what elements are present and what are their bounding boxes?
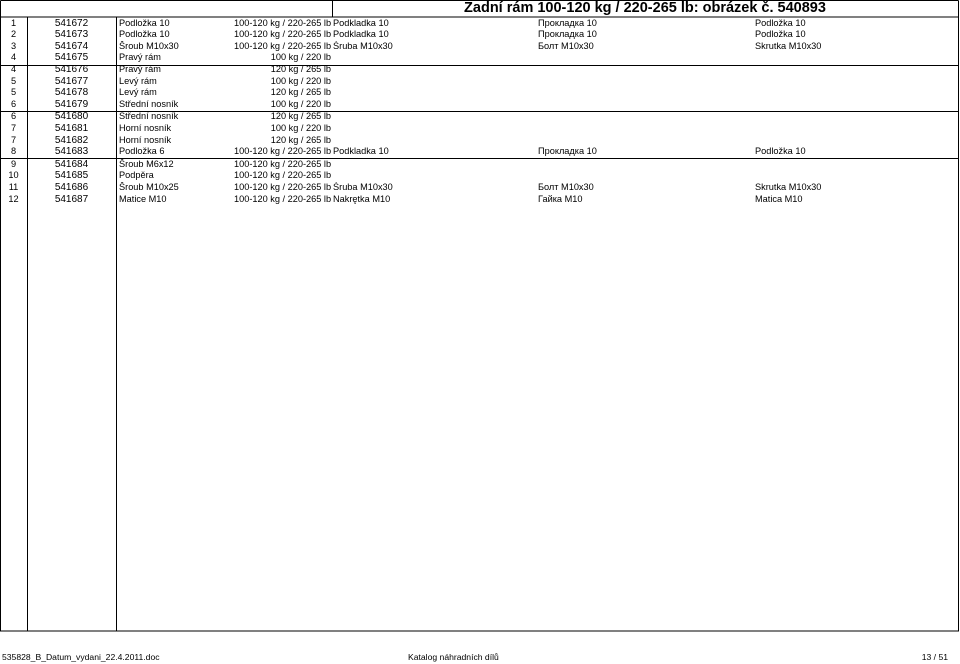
row-weight-range: 100-120 kg / 220-265 lb [234, 40, 331, 51]
row-name-cz: Pravý rám [119, 63, 161, 74]
row-name-cz: Podpěra [119, 170, 154, 181]
row-name-sk: Skrutka M10x30 [755, 181, 822, 192]
row-name-cz: Šroub M10x30 [119, 40, 179, 51]
row-weight-range: 120 kg / 265 lb [270, 134, 331, 145]
row-part-code: 541680 [54, 111, 89, 123]
row-weight-range: 100-120 kg / 220-265 lb [234, 170, 331, 181]
row-name-ru: Гайка M10 [538, 193, 583, 204]
footer-catalog-title: Katalog náhradních dílů [408, 652, 499, 662]
row-name-cz: Horní nosník [119, 134, 172, 145]
row-weight-range: 100 kg / 220 lb [270, 98, 331, 109]
row-name-cz: Podložka 10 [119, 17, 170, 28]
footer-filename: 535828_B_Datum_vydani_22.4.2011.doc [2, 652, 160, 662]
row-position: 12 [8, 193, 19, 204]
row-part-code: 541686 [54, 181, 89, 193]
row-name-cz: Horní nosník [119, 122, 172, 133]
row-name-ru: Прокладка 10 [538, 17, 597, 28]
row-part-code: 541687 [54, 193, 89, 205]
row-name-sk: Skrutka M10x30 [755, 40, 822, 51]
row-weight-range: 100-120 kg / 220-265 lb [234, 17, 331, 28]
row-position: 5 [10, 75, 17, 86]
row-name-ru: Болт M10x30 [538, 40, 594, 51]
row-part-code: 541674 [54, 40, 89, 52]
row-weight-range: 120 kg / 265 lb [270, 111, 331, 122]
row-position: 7 [10, 122, 17, 133]
row-name-cz: Levý rám [119, 87, 157, 98]
row-position: 6 [10, 111, 17, 122]
row-position: 6 [10, 98, 17, 109]
row-name-cz: Podložka 6 [119, 146, 165, 157]
row-name-cz: Matice M10 [119, 193, 167, 204]
row-weight-range: 100-120 kg / 220-265 lb [234, 193, 331, 204]
row-name-cz: Střední nosník [119, 111, 179, 122]
row-part-code: 541679 [54, 98, 89, 110]
row-part-code: 541675 [54, 52, 89, 64]
row-position: 2 [10, 29, 17, 40]
row-name-cz: Šroub M6x12 [119, 158, 174, 169]
row-name-pl: Podkladka 10 [333, 29, 389, 40]
row-part-code: 541673 [54, 29, 89, 41]
row-position: 4 [10, 63, 17, 74]
row-part-code: 541685 [54, 170, 89, 182]
row-name-pl: Podkladka 10 [333, 146, 389, 157]
row-weight-range: 100-120 kg / 220-265 lb [234, 146, 331, 157]
row-weight-range: 120 kg / 265 lb [270, 87, 331, 98]
row-name-pl: Nakrętka M10 [333, 193, 391, 204]
row-part-code: 541672 [54, 17, 89, 29]
row-weight-range: 100 kg / 220 lb [270, 75, 331, 86]
row-weight-range: 100-120 kg / 220-265 lb [234, 158, 331, 169]
row-part-code: 541678 [54, 87, 89, 99]
row-weight-range: 100-120 kg / 220-265 lb [234, 181, 331, 192]
row-position: 5 [10, 87, 17, 98]
row-name-cz: Levý rám [119, 75, 157, 86]
row-position: 9 [10, 158, 17, 169]
row-name-sk: Matica M10 [755, 193, 803, 204]
row-position: 4 [10, 52, 17, 63]
page-title: Zadní rám 100-120 kg / 220-265 lb: obrázek č. 540893 [464, 0, 826, 16]
row-name-cz: Střední nosník [119, 98, 179, 109]
row-part-code: 541677 [54, 75, 89, 87]
row-weight-range: 100-120 kg / 220-265 lb [234, 29, 331, 40]
row-name-ru: Прокладка 10 [538, 29, 597, 40]
row-weight-range: 120 kg / 265 lb [270, 63, 331, 74]
row-name-ru: Болт M10x30 [538, 181, 594, 192]
row-position: 10 [8, 170, 19, 181]
row-name-sk: Podložka 10 [755, 146, 806, 157]
row-name-ru: Прокладка 10 [538, 146, 597, 157]
row-weight-range: 100 kg / 220 lb [270, 122, 331, 133]
row-position: 8 [10, 146, 17, 157]
footer-page-number: 13 / 51 [921, 652, 948, 662]
row-weight-range: 100 kg / 220 lb [270, 52, 331, 63]
row-position: 7 [10, 134, 17, 145]
row-name-pl: Podkladka 10 [333, 17, 389, 28]
row-name-sk: Podložka 10 [755, 29, 806, 40]
row-name-pl: Śruba M10x30 [333, 40, 393, 51]
row-part-code: 541681 [54, 122, 89, 134]
row-part-code: 541676 [54, 63, 89, 75]
row-part-code: 541682 [54, 134, 89, 146]
row-name-pl: Śruba M10x30 [333, 181, 393, 192]
row-position: 3 [10, 40, 17, 51]
row-part-code: 541684 [54, 158, 89, 170]
row-position: 1 [10, 17, 17, 28]
row-name-cz: Pravý rám [119, 52, 161, 63]
row-name-sk: Podložka 10 [755, 17, 806, 28]
row-position: 11 [8, 181, 19, 192]
row-name-cz: Šroub M10x25 [119, 181, 179, 192]
row-name-cz: Podložka 10 [119, 29, 170, 40]
row-part-code: 541683 [54, 146, 89, 158]
